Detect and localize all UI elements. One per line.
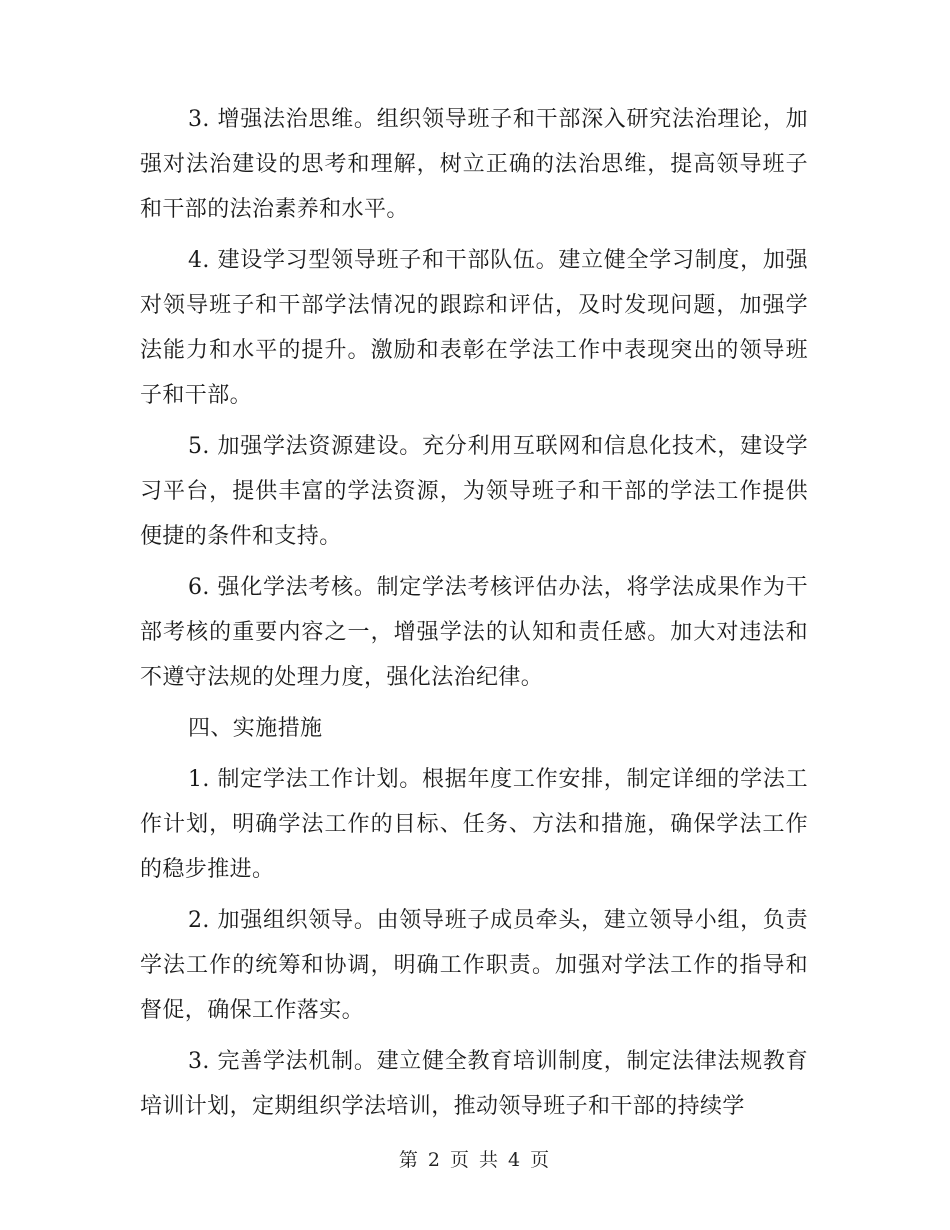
paragraph-measure-3-mechanism: 3. 完善学法机制。建立健全教育培训制度，制定法律法规教育培训计划，定期组织学法培训，推动领导班子和干部的持续学 — [140, 1049, 808, 1119]
paragraph-item-3-legal-thinking: 3. 增强法治思维。组织领导班子和干部深入研究法治理论，加强对法治建设的思考和理解，树立正确的法治思维，提高领导班子和干部的法治素养和水平。 — [140, 107, 808, 222]
paragraph-item-5-resources: 5. 加强学法资源建设。充分利用互联网和信息化技术，建设学习平台，提供丰富的学法资源，为领导班子和干部的学法工作提供便捷的条件和支持。 — [140, 434, 808, 549]
paragraph-item-6-assessment: 6. 强化学法考核。制定学法考核评估办法，将学法成果作为干部考核的重要内容之一，增强学法的认知和责任感。加大对违法和不遵守法规的处理力度，强化法治纪律。 — [140, 575, 808, 690]
paragraph-measure-2-leadership: 2. 加强组织领导。由领导班子成员牵头，建立领导小组，负责学法工作的统筹和协调，明确工作职责。加强对学法工作的指导和督促，确保工作落实。 — [140, 908, 808, 1023]
document-body — [140, 97, 808, 1135]
page-number-footer: 第 2 页 共 4 页 — [398, 1149, 552, 1171]
paragraph-item-4-learning-team: 4. 建设学习型领导班子和干部队伍。建立健全学习制度，加强对领导班子和干部学法情况的跟踪和评估，及时发现问题，加强学法能力和水平的提升。激励和表彰在学法工作中表现突出的领导班子和干部。 — [140, 248, 808, 408]
section-heading-implementation: 四、实施措施 — [188, 716, 323, 741]
paragraph-measure-1-plan: 1. 制定学法工作计划。根据年度工作安排，制定详细的学法工作计划，明确学法工作的目标、任务、方法和措施，确保学法工作的稳步推进。 — [140, 767, 808, 882]
